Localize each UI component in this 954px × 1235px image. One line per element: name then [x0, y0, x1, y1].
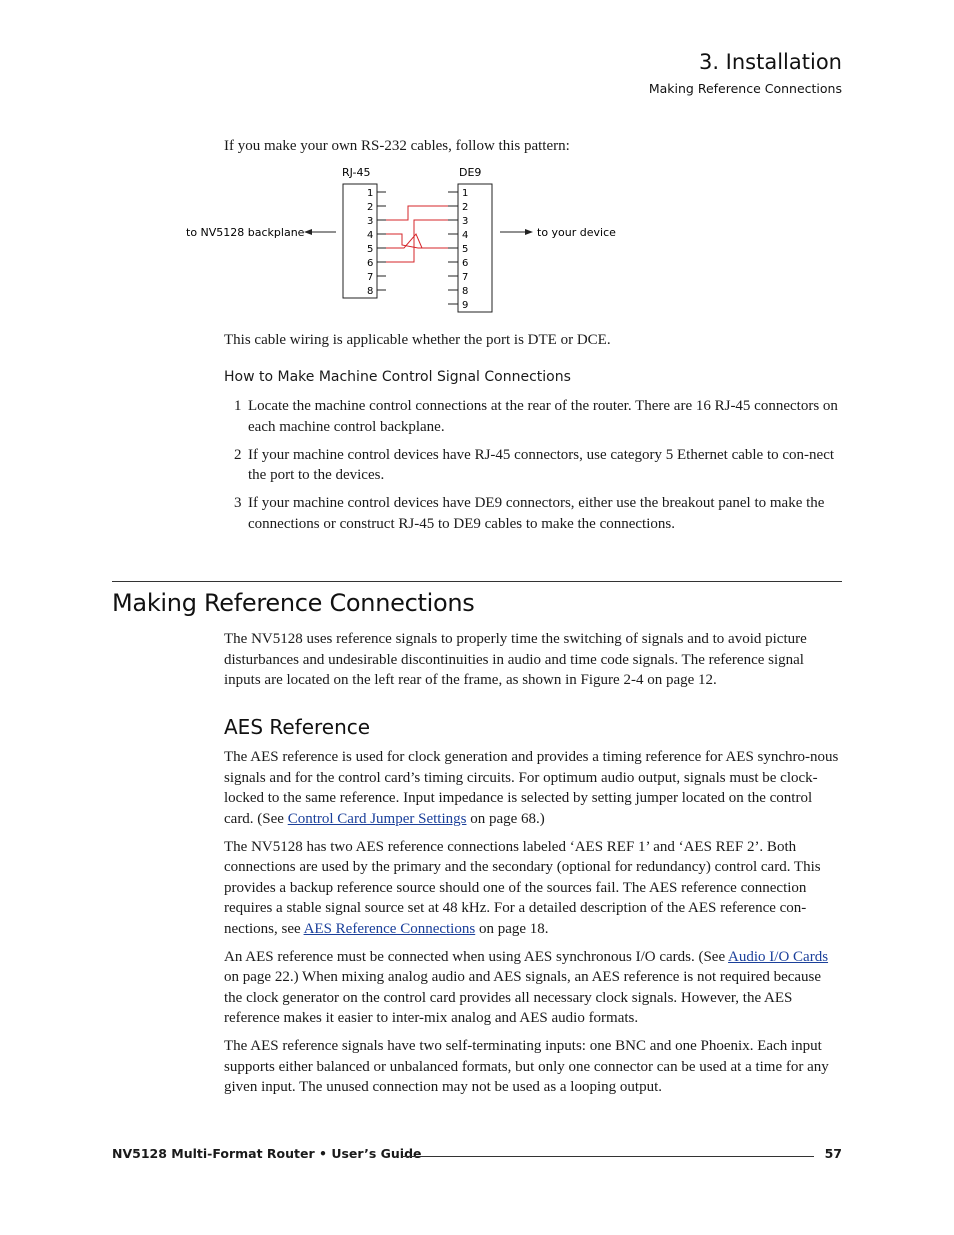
reference-heading: Making Reference Connections — [112, 589, 475, 617]
rj45-pin-label: 5 — [367, 244, 374, 255]
text-run: on page 22.) When mixing analog audio and AES signals, an AES reference is not required because the clock generator on the control card provides all necessary clock signals. However, the AES reference makes it easier to inter-mix analog and AES audio formats. — [224, 969, 822, 1026]
machine-control-steps — [224, 396, 844, 542]
de9-pin-label: 2 — [462, 202, 469, 213]
rj45-pin-label: 7 — [367, 272, 374, 283]
aes-paragraph-1 — [224, 747, 839, 829]
text-run: on page 18. — [475, 920, 549, 937]
footer-rule — [402, 1156, 814, 1157]
de9-pin-label: 3 — [462, 216, 469, 227]
audio-io-cards-link[interactable]: Audio I/O Cards — [728, 948, 829, 965]
applicability-text: This cable wiring is applicable whether the port is DTE or DCE. — [224, 332, 611, 348]
intro-text: If you make your own RS-232 cables, follow this pattern: — [224, 138, 570, 154]
page-number: 57 — [824, 1146, 842, 1161]
de9-pin-label: 9 — [462, 300, 469, 311]
rj45-pin-label: 2 — [367, 202, 374, 213]
crossover-wires — [386, 206, 448, 262]
right-arrow-head — [525, 229, 533, 235]
step-number: 1 — [234, 398, 242, 414]
text-run: The AES reference is used for clock generation and provides a timing reference for AES synchro-nous signals and for the control card’s timing circuits. For optimum audio output, signals must be clock-locked to the same reference. Input impedance is selected by setting jumper located on the control card. (See — [224, 749, 839, 827]
step-item — [224, 396, 844, 437]
step-text: If your machine control devices have DE9 connectors, either use the breakout panel to make the connections or construct RJ-45 to DE9 cables to make the connections. — [248, 495, 825, 532]
left-arrow-head — [304, 229, 312, 235]
text-run: The NV5128 has two AES reference connections labeled ‘AES REF 1’ and ‘AES REF 2’. Both connections are used by the primary and the secondary (optional for redundancy) control card. This provides a backup reference source should one of the sources fail. The AES reference connection requires a stable signal source set at 48 kHz. For a detailed description of the AES reference con-nections, see — [224, 838, 821, 937]
text-run: An AES reference must be connected when using AES synchronous I/O cards. (See — [224, 948, 729, 965]
aes-paragraph-4: The AES reference signals have two self-terminating inputs: one BNC and one Phoenix. Each input supports either balanced or unbalanced formats, but only one connector can be used at a time for any given input. The unused connection may not be used as a looping output. — [224, 1038, 829, 1095]
wire-rj6-to-de3 — [386, 220, 448, 262]
rj45-pin-label: 8 — [367, 286, 374, 297]
de9-pin-label: 1 — [462, 188, 469, 199]
de9-pin-label: 4 — [462, 230, 469, 241]
aes-paragraph-2 — [224, 837, 839, 940]
aes-heading: AES Reference — [224, 715, 371, 739]
step-text: If your machine control devices have RJ-45 connectors, use category 5 Ethernet cable to con-nect the port to the devices. — [248, 446, 835, 483]
rs232-wiring-diagram — [180, 160, 630, 320]
wire-rj3-to-de2 — [386, 206, 448, 220]
step-text: Locate the machine control connections at the rear of the router. There are 16 RJ-45 connectors on each machine control backplane. — [248, 398, 838, 435]
de9-pin-label: 6 — [462, 258, 469, 269]
control-card-jumper-link[interactable]: Control Card Jumper Settings — [287, 810, 467, 827]
rj45-pin-label: 3 — [367, 216, 374, 227]
de9-pin-label: 7 — [462, 272, 469, 283]
step-item — [224, 445, 844, 486]
de9-pin-label: 8 — [462, 286, 469, 297]
chapter-heading: 3. Installation — [698, 50, 842, 74]
step-number: 3 — [234, 495, 242, 511]
rj45-pin-label: 1 — [367, 188, 374, 199]
step-number: 2 — [234, 446, 242, 463]
aes-reference-connections-link[interactable]: AES Reference Connections — [303, 920, 476, 937]
aes-section — [224, 747, 839, 1105]
text-run: on page 68.) — [466, 810, 545, 827]
step-item — [224, 493, 844, 534]
de9-label: DE9 — [459, 166, 482, 179]
rj45-pin-label: 6 — [367, 258, 374, 269]
aes-paragraph-3 — [224, 947, 839, 1029]
rj45-label: RJ-45 — [342, 166, 371, 179]
de9-pin-label: 5 — [462, 244, 469, 255]
to-backplane-label: to NV5128 backplane — [186, 226, 305, 239]
wire-rj5-to-de5 — [386, 234, 422, 248]
running-section-title: Making Reference Connections — [648, 81, 842, 96]
rj45-pin-label: 4 — [367, 230, 374, 241]
section-divider — [112, 581, 842, 582]
machine-control-heading: How to Make Machine Control Signal Connections — [224, 369, 571, 385]
to-device-label: to your device — [537, 226, 616, 239]
footer-title: NV5128 Multi-Format Router • User’s Guide — [112, 1146, 422, 1161]
reference-paragraph: The NV5128 uses reference signals to properly time the switching of signals and to avoid picture disturbances and undesirable discontinuities in audio and time code signals. The reference signal inputs are located on the left rear of the frame, as shown in Figure 2-4 on page 12. — [224, 631, 807, 688]
